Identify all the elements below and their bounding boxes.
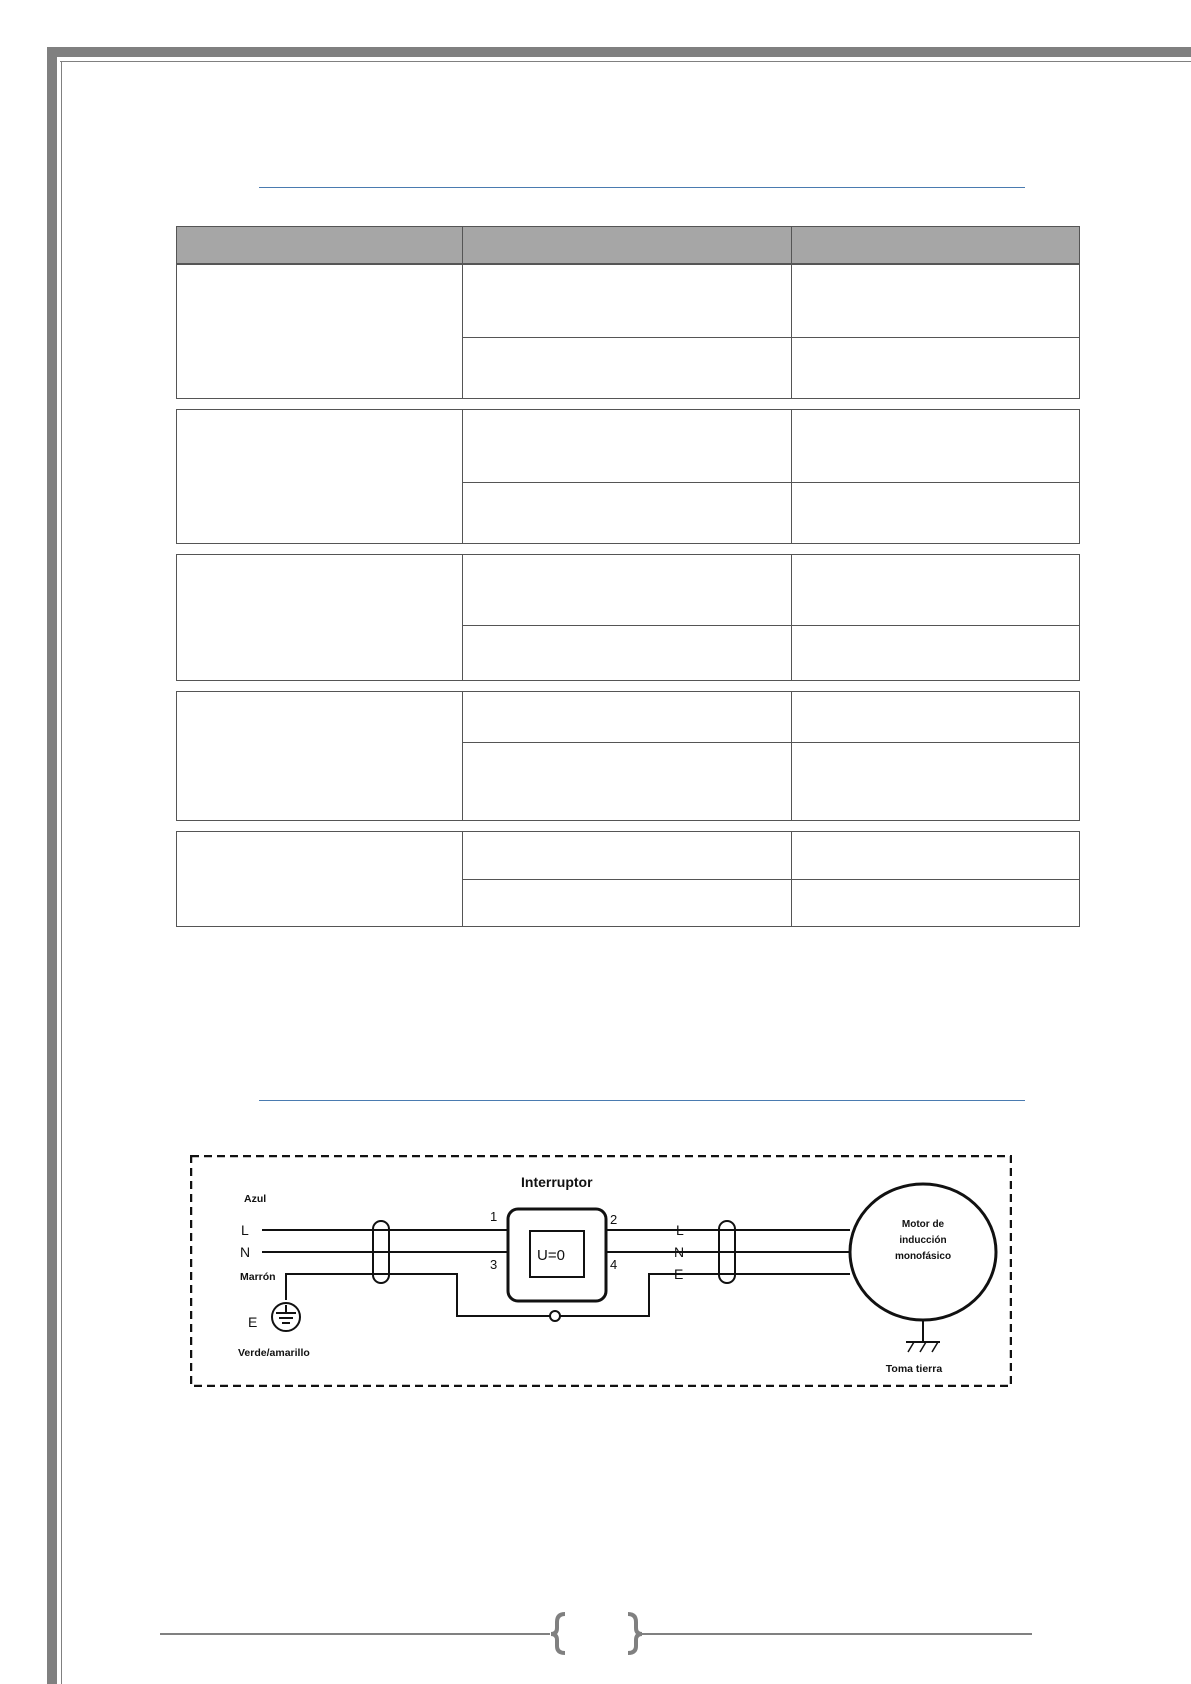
earth-e-label: E — [248, 1314, 258, 1330]
line-l-label: L — [241, 1222, 249, 1238]
table-cell — [792, 880, 1079, 926]
motor-label-line-3: monofásico — [894, 1251, 952, 1262]
table-row-group — [176, 691, 1080, 821]
section-heading-rule-1 — [259, 187, 1025, 188]
page-border-inner-top — [60, 61, 1191, 62]
table-cell — [463, 338, 792, 398]
table-cell — [463, 555, 792, 625]
page-border-top — [47, 47, 1191, 57]
bridge-terminal-icon — [550, 1311, 560, 1321]
switch-pin-1: 1 — [490, 1209, 498, 1224]
table-header-row — [176, 226, 1080, 264]
table-header-cell-1 — [177, 227, 462, 263]
table-cell — [792, 832, 1079, 879]
table-group-label — [177, 410, 463, 543]
table-row — [463, 337, 1079, 398]
table-row — [463, 742, 1079, 820]
table-cell — [792, 265, 1079, 337]
table-cell — [463, 410, 792, 482]
out-l-label: L — [676, 1222, 684, 1238]
table-cell — [463, 626, 792, 680]
table-cell — [792, 338, 1079, 398]
table-cell — [792, 692, 1079, 742]
switch-pin-2: 2 — [610, 1212, 618, 1227]
out-n-label: N — [674, 1244, 685, 1260]
table-cell — [792, 555, 1079, 625]
table-row — [463, 555, 1079, 625]
table-row — [463, 482, 1079, 543]
page-border-left — [47, 47, 57, 1684]
table-cell — [463, 832, 792, 879]
motor-label-line-2: inducción — [899, 1235, 947, 1246]
table-cell — [463, 743, 792, 820]
table-row — [463, 265, 1079, 337]
wire-color-earth-label: Verde/amarillo — [238, 1347, 310, 1359]
table-cell — [792, 626, 1079, 680]
switch-pin-3: 3 — [490, 1257, 498, 1272]
table-cell — [463, 880, 792, 926]
wire-color-brown-label: Marrón — [240, 1271, 276, 1283]
table-row — [463, 410, 1079, 482]
table-row — [463, 625, 1079, 680]
table-header-cell-2 — [462, 227, 790, 263]
switch-pin-4: 4 — [610, 1257, 618, 1272]
table-row — [463, 692, 1079, 742]
motor-label-line-1: Motor de — [901, 1219, 945, 1230]
table-group-label — [177, 265, 463, 398]
table-cell — [463, 692, 792, 742]
ground-label: Toma tierra — [885, 1363, 943, 1375]
switch-label: U=0 — [537, 1247, 565, 1264]
footer-bracket-left-icon — [551, 1614, 565, 1653]
line-n-label: N — [240, 1244, 251, 1260]
page-footer — [160, 1610, 1032, 1656]
table-row — [463, 832, 1079, 879]
table-group-label — [177, 555, 463, 680]
table-row — [463, 879, 1079, 926]
footer-bracket-right-icon — [628, 1614, 642, 1653]
specifications-table — [176, 226, 1080, 927]
table-row-group — [176, 554, 1080, 681]
section-heading-rule-2 — [259, 1100, 1025, 1101]
table-cell — [792, 743, 1079, 820]
page-border-inner-left — [61, 61, 62, 1684]
table-cell — [792, 483, 1079, 543]
table-cell — [792, 410, 1079, 482]
table-group-label — [177, 832, 463, 926]
table-header-cell-3 — [791, 227, 1079, 263]
table-cell — [463, 265, 792, 337]
table-cell — [463, 483, 792, 543]
wire-color-top-label: Azul — [244, 1193, 267, 1205]
table-group-label — [177, 692, 463, 820]
out-e-label: E — [674, 1266, 684, 1282]
table-row-group — [176, 831, 1080, 927]
table-row-group — [176, 409, 1080, 544]
table-row-group — [176, 264, 1080, 399]
wiring-diagram — [190, 1155, 1012, 1387]
switch-title: Interruptor — [521, 1174, 593, 1190]
